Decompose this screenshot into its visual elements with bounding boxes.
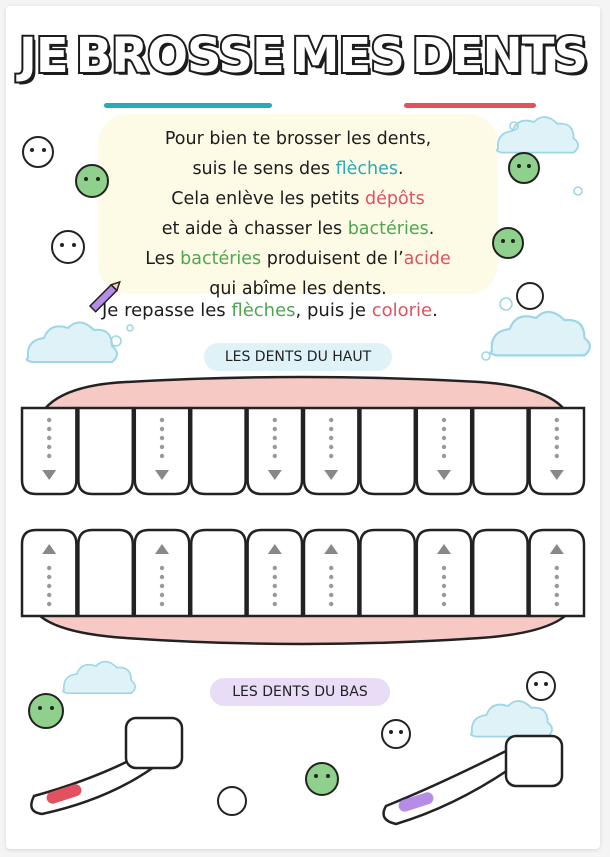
tooth (135, 530, 189, 616)
title-word-2: BROSSE (75, 28, 284, 84)
intro-line-3: Cela enlève les petits dépôts (171, 189, 425, 209)
intro-line-2: suis le sens des flèches. (192, 159, 404, 179)
word-colorie: colorie (371, 300, 433, 321)
tooth (248, 530, 302, 616)
tooth (304, 408, 358, 494)
upper-teeth (22, 408, 584, 494)
tooth (360, 408, 414, 494)
word-depots: dépôts (365, 189, 425, 209)
tooth (191, 408, 245, 494)
tooth (360, 530, 414, 616)
title-word-4: DENTS (411, 28, 588, 84)
title-word-1: JE (18, 28, 68, 84)
tooth (473, 530, 527, 616)
tooth (530, 530, 584, 616)
tooth (78, 408, 132, 494)
word-acide: acide (403, 249, 451, 269)
tooth (473, 408, 527, 494)
tooth (22, 530, 76, 616)
word-fleches-instr: flèches (231, 300, 296, 321)
word-fleches: flèches (335, 159, 398, 179)
label-top-teeth: LES DENTS DU HAUT (204, 343, 392, 371)
tooth (417, 408, 471, 494)
word-bacteries-2: bactéries (180, 249, 262, 269)
tooth (191, 530, 245, 616)
instruction-text: Je repasse les flèches, puis je colorie. (102, 300, 438, 321)
toothbrush-icon (31, 718, 182, 814)
title-word-3: MES (291, 28, 404, 84)
tooth (135, 408, 189, 494)
word-bacteries: bactéries (347, 219, 429, 239)
tooth (530, 408, 584, 494)
cloud-icon (63, 662, 135, 694)
worksheet (6, 6, 600, 849)
cloud-icon (27, 322, 117, 362)
cloud-icon (497, 117, 578, 153)
intro-line-6: qui abîme les dents. (209, 279, 387, 299)
toothbrush-icon (384, 736, 562, 824)
pencil-icon (90, 279, 123, 312)
tooth (78, 530, 132, 616)
tooth (417, 530, 471, 616)
intro-line-1: Pour bien te brosser les dents, (164, 129, 432, 149)
lower-teeth (22, 530, 584, 616)
intro-line-5: Les bactéries produisent de l’acide (145, 249, 451, 269)
cloud-icon (471, 701, 552, 737)
intro-line-4: et aide à chasser les bactéries. (161, 219, 435, 239)
tooth (248, 408, 302, 494)
cloud-icon (491, 312, 590, 355)
tooth (22, 408, 76, 494)
label-bottom-teeth: LES DENTS DU BAS (210, 678, 390, 706)
illustration-layer (6, 6, 600, 849)
tooth (304, 530, 358, 616)
